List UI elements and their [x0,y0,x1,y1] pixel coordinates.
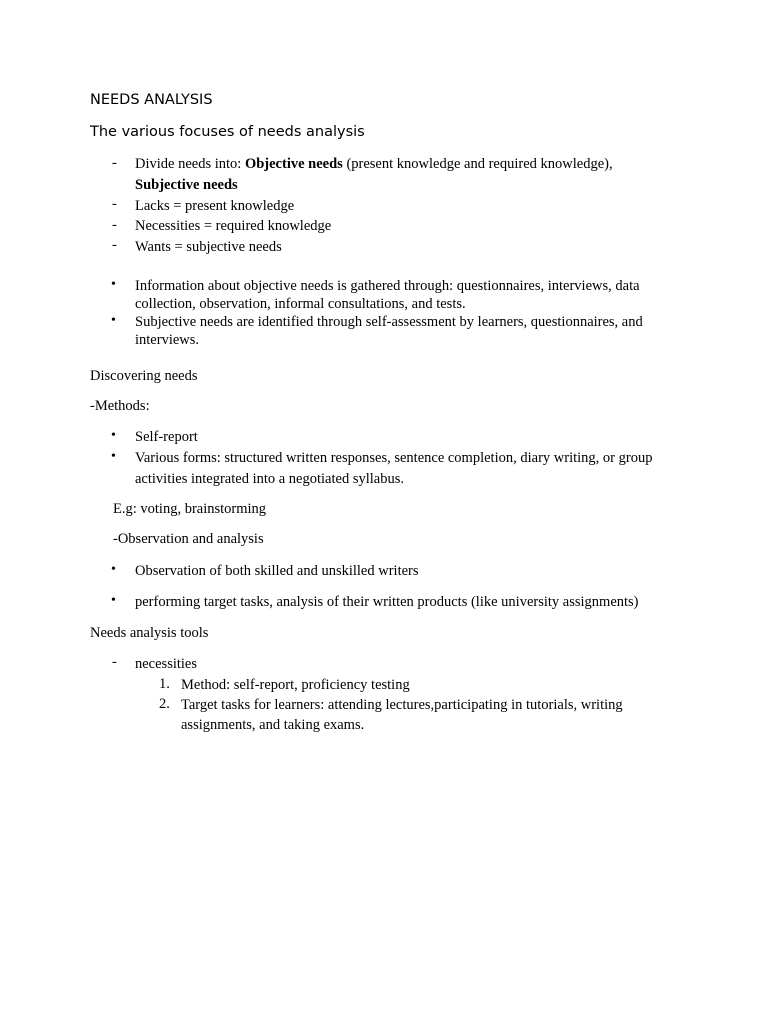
list-item: necessities [135,656,198,672]
bold-term: Subjective needs [135,177,238,193]
list-item: performing target tasks, analysis of their written products (like university assignments) [135,594,639,610]
list-item: Wants = subjective needs [135,239,282,255]
list-item-text: Divide needs into: [135,156,245,172]
list-item-continuation: interviews. [135,332,200,348]
list-number: 1. [159,676,170,692]
section-heading: Needs analysis tools [90,625,209,641]
numbered-item: Method: self-report, proficiency testing [181,677,410,693]
subsection-heading: -Methods: [90,398,150,414]
bullet-marker: • [111,593,116,608]
bullet-marker: • [111,313,116,328]
dash-marker: - [112,155,117,171]
list-item-continuation: activities integrated into a negotiated syllabus. [135,471,404,487]
list-item-text: (present knowledge and required knowledge), [342,156,613,172]
dash-marker: - [112,217,117,233]
subsection-heading: -Observation and analysis [113,531,264,547]
list-item-continuation: collection, observation, informal consultations, and tests. [135,296,466,312]
list-item-continuation [135,176,238,194]
section-subtitle: The various focuses of needs analysis [90,124,365,140]
dash-marker: - [112,196,117,212]
list-item [135,155,613,173]
list-item: Observation of both skilled and unskilled writers [135,563,419,579]
dash-marker: - [112,654,117,670]
list-item: Necessities = required knowledge [135,218,332,234]
bullet-marker: • [111,277,116,292]
numbered-item: Target tasks for learners: attending lectures,participating in tutorials, writing [181,697,623,713]
list-item: Information about objective needs is gathered through: questionnaires, interviews, data [135,278,640,294]
bullet-marker: • [111,428,116,443]
list-item: Various forms: structured written responses, sentence completion, diary writing, or group [135,450,653,466]
bullet-marker: • [111,449,116,464]
numbered-item-continuation: assignments, and taking exams. [181,717,365,733]
list-number: 2. [159,696,170,712]
example-line: E.g: voting, brainstorming [113,501,267,517]
document-title: NEEDS ANALYSIS [90,92,213,108]
list-item: Subjective needs are identified through self-assessment by learners, questionnaires, and [135,314,643,330]
list-item: Self-report [135,429,198,445]
bold-term: Objective needs [244,156,343,172]
list-item: Lacks = present knowledge [135,198,295,214]
section-heading: Discovering needs [90,368,198,384]
bullet-marker: • [111,562,116,577]
dash-marker: - [112,237,117,253]
